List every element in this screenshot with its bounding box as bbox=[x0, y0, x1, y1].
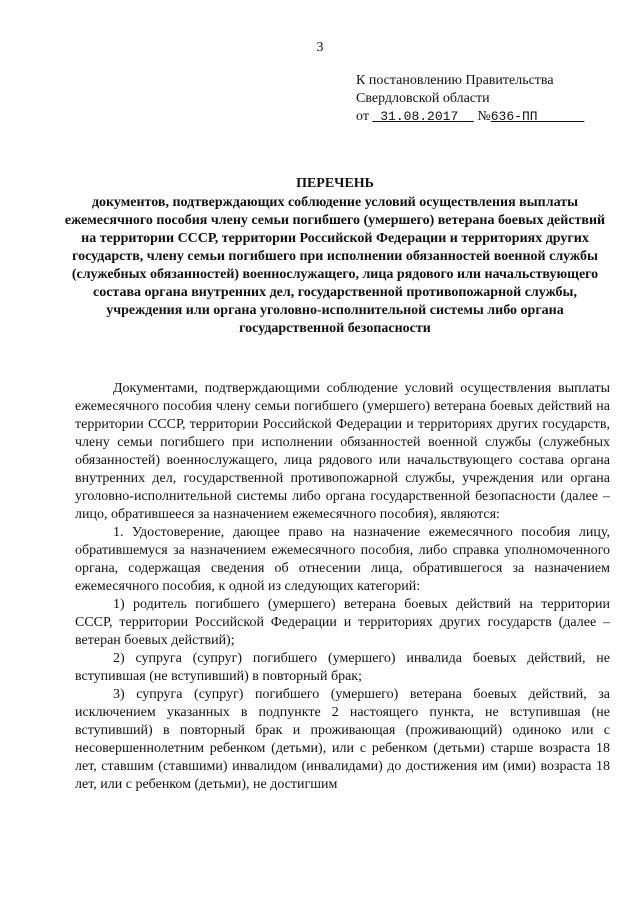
paragraph-subitem-2: 2) супруга (супруг) погибшего (умершего) инвалида боевых действий, не вступившая (не вступивший) в повторный брак; bbox=[75, 651, 610, 684]
number-prefix: № bbox=[477, 109, 491, 124]
paragraph-intro: Документами, подтверждающими соблюдение условий осуществления выплаты ежемесячного пособия члену семьи погибшего (умершего) ветерана боевых действий на территории СССР, территории Российской Федерации и территориях других государств, члену семьи погибшего при исполнении обязанностей военной службы (служебных обязанностей) военнослужащего, лица рядового или начальствующего состава органа внутренних дел, государственной противопожарной службы, учреждения или органа уголовно-исполнительной системы либо органа государственной безопасности (далее – лицо, обратившееся за назначением ежемесячного пособия), являются: bbox=[75, 381, 610, 522]
paragraph-item-1: 1. Удостоверение, дающее право на назначение ежемесячного пособия лицу, обратившемуся за назначением ежемесячного пособия, либо справка уполномоченного органа, содержащая сведения об отнесении лица, обратившегося за назначением ежемесячного пособия, к одной из следующих категорий: bbox=[75, 525, 610, 594]
approval-block bbox=[356, 72, 584, 126]
document-body bbox=[75, 380, 610, 794]
approval-line-2: Свердловской области bbox=[356, 91, 490, 106]
approval-number: 636-ПП bbox=[490, 109, 538, 124]
title-heading: ПЕРЕЧЕНЬ bbox=[296, 176, 374, 191]
paragraph-subitem-1: 1) родитель погибшего (умершего) ветерана боевых действий на территории СССР, территории Российской Федерации и территориях других государств (далее – ветеран боевых действий); bbox=[75, 597, 610, 648]
title-subtitle: документов, подтверждающих соблюдение условий осуществления выплаты ежемесячного пособия члену семьи погибшего (умершего) ветерана боевых действий на территории СССР, территории Российской Федерации и территориях других государств, члену семьи погибшего при исполнении обязанностей военной службы (служебных обязанностей) военнослужащего, лица рядового или начальствующего состава органа внутренних дел, государственной противопожарной службы, учреждения или органа уголовно-исполнительной системы либо органа государственной безопасности bbox=[64, 195, 606, 336]
paragraph-subitem-3: 3) супруга (супруг) погибшего (умершего) ветерана боевых действий, за исключением указанных в подпункте 2 настоящего пункта, не вступившая (не вступивший) в повторный брак и проживающая (проживающий) одиноко или с несовершеннолетним ребенком (детьми), или с ребенком (детьми) старше возраста 18 лет, ставшим (ставшими) инвалидом (инвалидами) до достижения им (ими) возраста 18 лет, или с ребенком (детьми), не достигшим bbox=[75, 687, 610, 792]
approval-line-1: К постановлению Правительства bbox=[356, 73, 554, 88]
approval-date: 31.08.2017 bbox=[380, 109, 459, 124]
date-prefix: от bbox=[356, 109, 369, 124]
page-number: 3 bbox=[316, 40, 324, 55]
document-title bbox=[60, 175, 610, 338]
approval-date-line bbox=[356, 108, 584, 126]
